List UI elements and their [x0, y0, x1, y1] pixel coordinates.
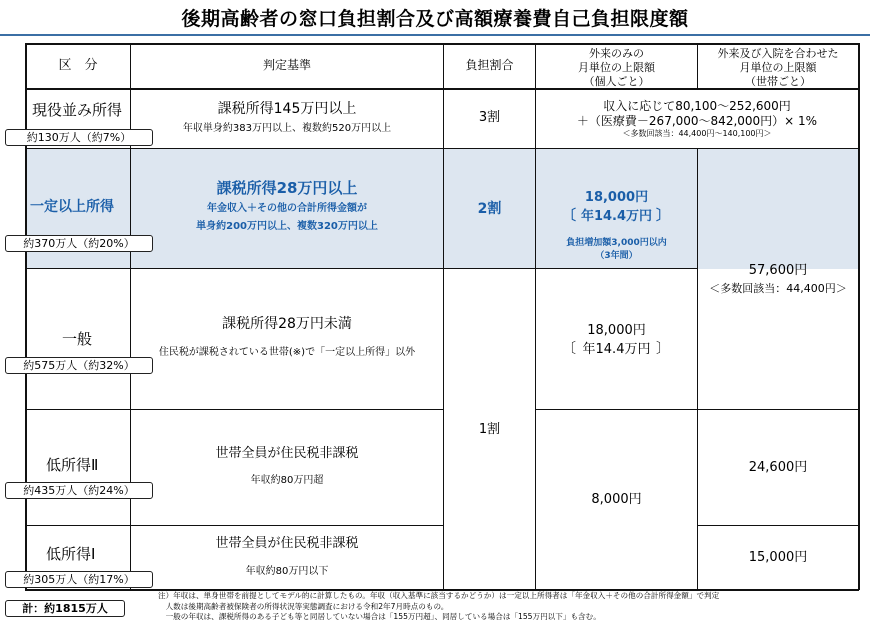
- row-general-outpatient-1: 18,000円: [587, 323, 646, 338]
- row-low1-criteria-sub: 年収約80万円以下: [245, 566, 329, 577]
- header-combined-3: （世帯ごと）: [745, 75, 811, 88]
- header-outpatient-1: 外来のみの: [589, 47, 644, 60]
- header-outpatient-3: （個人ごと）: [583, 75, 650, 88]
- row-general-count: 約575万人（約32%）: [5, 357, 153, 374]
- grid-row3-bottom-b: [535, 409, 697, 410]
- header-combined-1: 外来及び入院を合わせた: [717, 47, 839, 60]
- grid-row3-bottom-c: [697, 409, 859, 410]
- grid-row3-bottom: [25, 409, 443, 410]
- row-low2-name: 低所得Ⅱ: [46, 456, 99, 474]
- grid-row4-bottom: [25, 525, 443, 526]
- header-combined-2: 月単位の上限額: [739, 61, 817, 74]
- row-low1-combined: 15,000円: [748, 550, 808, 565]
- note-line-1: 注）年収は、単身世帯を前提としてモデル的に計算したもの。年収（収入基準に該当するかどうか）は一定以上所得者は「年金収入＋その他の合計所得金額」で判定: [158, 591, 720, 600]
- note-line-2: 人数は後期高齢者被保険者の所得状況等実態調査における令和2年7月時点のもの。: [158, 602, 449, 611]
- row-low1-count: 約305万人（約17%）: [5, 571, 153, 588]
- grid-col-left: [25, 43, 27, 590]
- combined-general-multi: ＜多数回該当：44,400円＞: [709, 282, 847, 295]
- row-active-criteria-sub: 年収単身約383万円以上、複数約520万円以上: [182, 123, 392, 134]
- header-outpatient-2: 月単位の上限額: [578, 61, 655, 74]
- bracket-right: 〕: [656, 208, 670, 224]
- grid-row1-bottom: [25, 148, 859, 149]
- row-certain-ratio: 2割: [477, 201, 502, 217]
- row-general-outpatient-2: 年14.4万円: [582, 342, 651, 357]
- grid-col-combined: [697, 148, 698, 590]
- row-active-limit-1: 収入に応じて80,100～252,600円: [603, 99, 791, 113]
- total-badge: 計：約1815万人: [5, 600, 125, 617]
- row-low2-criteria-main: 世帯全員が住民税非課税: [215, 446, 359, 461]
- row-general-criteria-main: 課税所得28万円未満: [222, 316, 352, 332]
- row-active-criteria-main: 課税所得145万円以上: [217, 101, 357, 117]
- row-general-criteria-sub: 住民税が課税されている世帯(※)で「一定以上所得」以外: [158, 347, 416, 358]
- row-certain-outpatient-note1: 負担増加額3,000円以内: [566, 238, 667, 248]
- note-line-3: 一般の年収は、課税所得のある子ども等と同居していない場合は「155万円超」、同居している場合は「155万円以下」も含む。: [158, 612, 601, 621]
- row-certain-criteria-sub2: 単身約200万円以上、複数320万円以上: [196, 221, 378, 232]
- row-certain-criteria-sub1: 年金収入＋その他の合計所得金額が: [207, 203, 367, 214]
- bracket-left: 〔: [562, 208, 576, 224]
- row-certain-outpatient-1: 18,000円: [584, 190, 649, 205]
- row-low2-count: 約435万人（約24%）: [5, 482, 153, 499]
- title-rule: [0, 34, 870, 36]
- bracket-left-general: 〔: [562, 341, 576, 357]
- row-active-ratio: 3割: [478, 110, 501, 125]
- row-general-name: 一般: [62, 330, 93, 348]
- grid-col-right: [858, 43, 860, 590]
- outpatient-low: 8,000円: [591, 492, 642, 507]
- row-certain-outpatient-2: 年14.4万円: [580, 209, 653, 224]
- row-certain-criteria-main: 課税所得28万円以上: [216, 179, 358, 197]
- row-low2-combined: 24,600円: [748, 460, 808, 475]
- highlight-right-bg: [697, 148, 859, 269]
- row-active-limit-2: ＋（医療費－267,000～842,000円）× 1%: [576, 114, 818, 128]
- row-active-limit-3: ＜多数回該当：44,400円～140,100円＞: [622, 129, 772, 138]
- row-certain-count: 約370万人（約20%）: [5, 235, 153, 252]
- bracket-right-general: 〕: [656, 341, 670, 357]
- row-active-name: 現役並み所得: [32, 101, 123, 119]
- combined-general-value: 57,600円: [748, 263, 808, 278]
- grid-row4-bottom-c: [697, 525, 859, 526]
- header-category: 区 分: [58, 58, 98, 73]
- row-certain-name: 一定以上所得: [30, 199, 114, 215]
- row-low1-criteria-main: 世帯全員が住民税非課税: [215, 536, 359, 551]
- row-certain-outpatient-note2: （3年間）: [595, 251, 638, 261]
- header-ratio: 負担割合: [465, 58, 514, 72]
- header-criteria: 判定基準: [262, 58, 311, 72]
- row-active-count: 約130万人（約7%）: [5, 129, 153, 146]
- ratio-lower: 1割: [478, 422, 501, 437]
- page-title: 後期高齢者の窓口負担割合及び高額療養費自己負担限度額: [181, 8, 689, 30]
- grid-row2-bottom: [25, 268, 697, 269]
- grid-top: [25, 43, 859, 45]
- row-low1-name: 低所得Ⅰ: [46, 545, 96, 563]
- row-low2-criteria-sub: 年収約80万円超: [250, 475, 324, 486]
